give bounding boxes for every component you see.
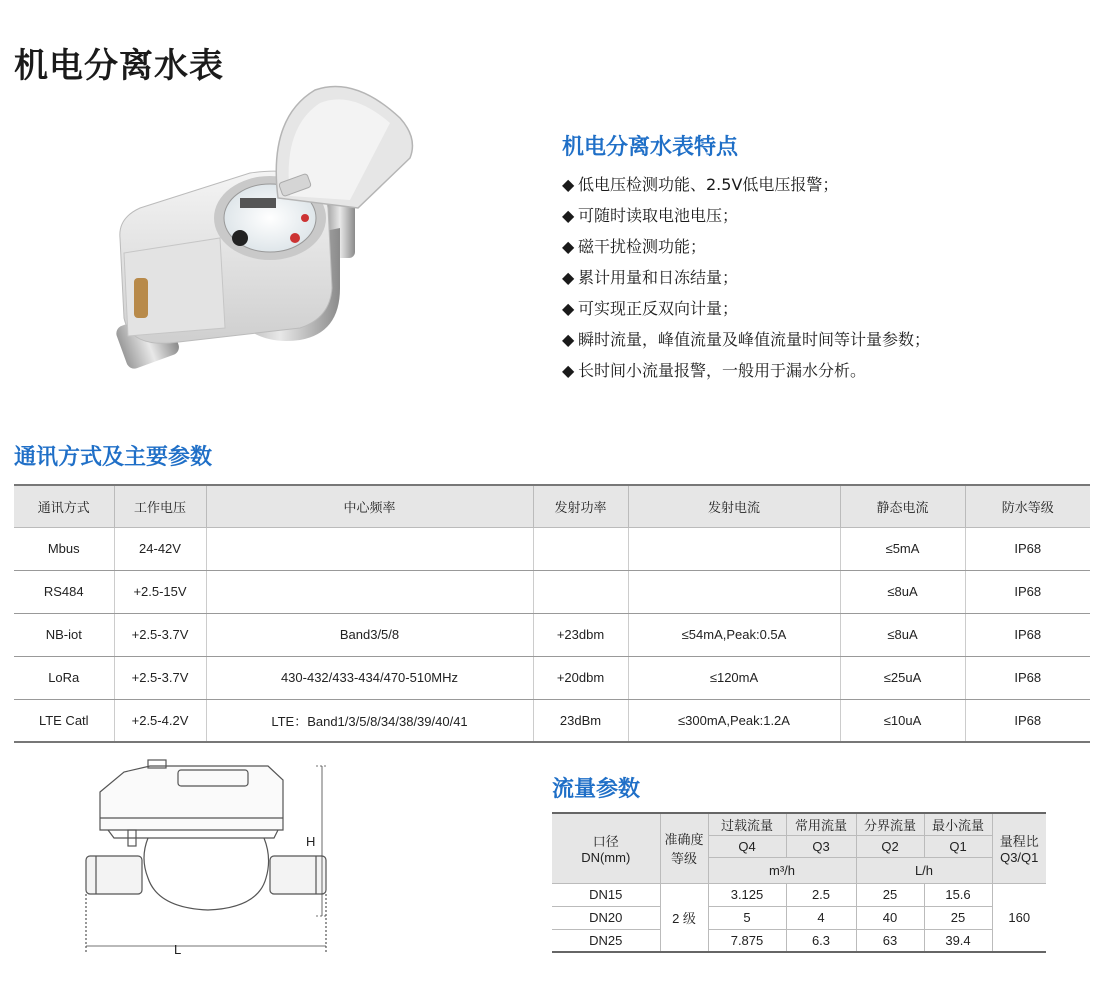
length-label: L xyxy=(174,942,182,957)
table-row xyxy=(14,613,1090,656)
table-cell: 3.125 xyxy=(708,883,786,906)
table-cell: +2.5-4.2V xyxy=(114,699,206,742)
table-cell: ≤5mA xyxy=(840,527,965,570)
table-cell: ≤25uA xyxy=(840,656,965,699)
table-cell: 2.5 xyxy=(786,883,856,906)
nominal-code: Q3 xyxy=(786,835,856,857)
unit-m3h: m³/h xyxy=(708,857,856,883)
flow-params-table xyxy=(552,812,1046,953)
feature-text: 可随时读取电池电压； xyxy=(578,206,739,225)
accuracy-label: 准确度 xyxy=(664,832,704,848)
accuracy-unit: 等级 xyxy=(670,851,697,867)
range-code: Q3/Q1 xyxy=(1000,850,1039,866)
feature-text: 磁干扰检测功能； xyxy=(578,237,707,256)
height-label: H xyxy=(306,834,316,849)
transition-label: 分界流量 xyxy=(856,813,924,835)
table-cell: ≤120mA xyxy=(628,656,840,699)
table-cell: 5 xyxy=(708,906,786,929)
range-value: 160 xyxy=(992,883,1046,952)
range-label: 量程比 xyxy=(999,834,1039,850)
table-cell: DN20 xyxy=(552,906,660,929)
table-cell: DN15 xyxy=(552,883,660,906)
table-cell: NB-iot xyxy=(14,613,114,656)
table-cell xyxy=(206,527,533,570)
table-cell: 24-42V xyxy=(114,527,206,570)
table-cell: +2.5-3.7V xyxy=(114,656,206,699)
water-meter-photo xyxy=(100,78,430,378)
features-heading: 机电分离水表特点 xyxy=(562,135,739,160)
features-section xyxy=(562,130,1082,386)
diamond-bullet-icon: ◆ xyxy=(562,330,575,349)
header-cell: 工作电压 xyxy=(114,485,206,527)
header-cell: 静态电流 xyxy=(840,485,965,527)
header-cell: 防水等级 xyxy=(965,485,1090,527)
table-cell: +23dbm xyxy=(533,613,628,656)
feature-text: 累计用量和日冻结量； xyxy=(578,268,739,287)
caliber-label: 口径 xyxy=(592,834,619,850)
table-cell: 15.6 xyxy=(924,883,992,906)
diamond-bullet-icon: ◆ xyxy=(562,268,575,287)
table-row xyxy=(14,656,1090,699)
feature-item xyxy=(562,169,1082,200)
table-cell: 40 xyxy=(856,906,924,929)
table-cell: 430-432/433-434/470-510MHz xyxy=(206,656,533,699)
table-cell: DN25 xyxy=(552,929,660,952)
feature-list xyxy=(562,169,1082,386)
feature-item xyxy=(562,231,1082,262)
feature-text: 长时间小流量报警，一般用于漏水分析。 xyxy=(578,361,867,380)
table-row xyxy=(14,570,1090,613)
feature-item xyxy=(562,200,1082,231)
header-cell: 发射电流 xyxy=(628,485,840,527)
accuracy-header xyxy=(660,813,708,883)
feature-item xyxy=(562,355,1082,386)
table-row xyxy=(552,883,1046,906)
table-cell: +20dbm xyxy=(533,656,628,699)
table-cell: +2.5-3.7V xyxy=(114,613,206,656)
table-cell: RS484 xyxy=(14,570,114,613)
table-row xyxy=(552,929,1046,952)
range-header xyxy=(992,813,1046,883)
table-cell: LTE：Band1/3/5/8/34/38/39/40/41 xyxy=(206,699,533,742)
unit-lh: L/h xyxy=(856,857,992,883)
table-cell: 7.875 xyxy=(708,929,786,952)
overload-code: Q4 xyxy=(708,835,786,857)
diamond-bullet-icon: ◆ xyxy=(562,175,575,194)
table-cell: Band3/5/8 xyxy=(206,613,533,656)
table-cell: 25 xyxy=(856,883,924,906)
table-cell: ≤8uA xyxy=(840,570,965,613)
table-header-row xyxy=(14,485,1090,527)
diamond-bullet-icon: ◆ xyxy=(562,299,575,318)
feature-item xyxy=(562,262,1082,293)
table-cell: 4 xyxy=(786,906,856,929)
table-cell: IP68 xyxy=(965,570,1090,613)
flow-heading: 流量参数 xyxy=(552,777,641,802)
minimum-label: 最小流量 xyxy=(924,813,992,835)
table-row xyxy=(552,906,1046,929)
table-row xyxy=(14,527,1090,570)
caliber-unit: DN(mm) xyxy=(581,850,631,866)
table-cell: IP68 xyxy=(965,699,1090,742)
table-cell: 6.3 xyxy=(786,929,856,952)
header-cell: 发射功率 xyxy=(533,485,628,527)
table-cell xyxy=(533,527,628,570)
table-cell: ≤300mA,Peak:1.2A xyxy=(628,699,840,742)
feature-text: 低电压检测功能、2.5V低电压报警； xyxy=(578,175,839,194)
table-cell: 63 xyxy=(856,929,924,952)
page-title: 机电分离水表 xyxy=(14,46,224,86)
feature-text: 可实现正反双向计量； xyxy=(578,299,739,318)
transition-code: Q2 xyxy=(856,835,924,857)
table-cell: IP68 xyxy=(965,613,1090,656)
nominal-label: 常用流量 xyxy=(786,813,856,835)
diamond-bullet-icon: ◆ xyxy=(562,206,575,225)
diamond-bullet-icon: ◆ xyxy=(562,237,575,256)
table-cell: LTE Catl xyxy=(14,699,114,742)
dimension-drawing xyxy=(78,758,340,960)
caliber-header xyxy=(552,813,660,883)
table-cell: +2.5-15V xyxy=(114,570,206,613)
table-cell xyxy=(628,570,840,613)
table-cell: IP68 xyxy=(965,527,1090,570)
feature-item xyxy=(562,293,1082,324)
table-cell: ≤54mA,Peak:0.5A xyxy=(628,613,840,656)
accuracy-value: 2 级 xyxy=(660,883,708,952)
comm-heading: 通讯方式及主要参数 xyxy=(14,445,213,470)
table-row xyxy=(14,699,1090,742)
table-cell: ≤10uA xyxy=(840,699,965,742)
header-cell: 中心频率 xyxy=(206,485,533,527)
table-cell: 23dBm xyxy=(533,699,628,742)
overload-label: 过载流量 xyxy=(708,813,786,835)
feature-item xyxy=(562,324,1082,355)
table-cell: 25 xyxy=(924,906,992,929)
table-cell: IP68 xyxy=(965,656,1090,699)
table-cell: Mbus xyxy=(14,527,114,570)
comm-params-table xyxy=(14,484,1090,743)
diamond-bullet-icon: ◆ xyxy=(562,361,575,380)
table-cell: 39.4 xyxy=(924,929,992,952)
table-cell xyxy=(628,527,840,570)
feature-text: 瞬时流量，峰值流量及峰值流量时间等计量参数； xyxy=(578,330,931,349)
table-cell xyxy=(533,570,628,613)
minimum-code: Q1 xyxy=(924,835,992,857)
header-cell: 通讯方式 xyxy=(14,485,114,527)
table-cell: LoRa xyxy=(14,656,114,699)
table-cell xyxy=(206,570,533,613)
table-cell: ≤8uA xyxy=(840,613,965,656)
